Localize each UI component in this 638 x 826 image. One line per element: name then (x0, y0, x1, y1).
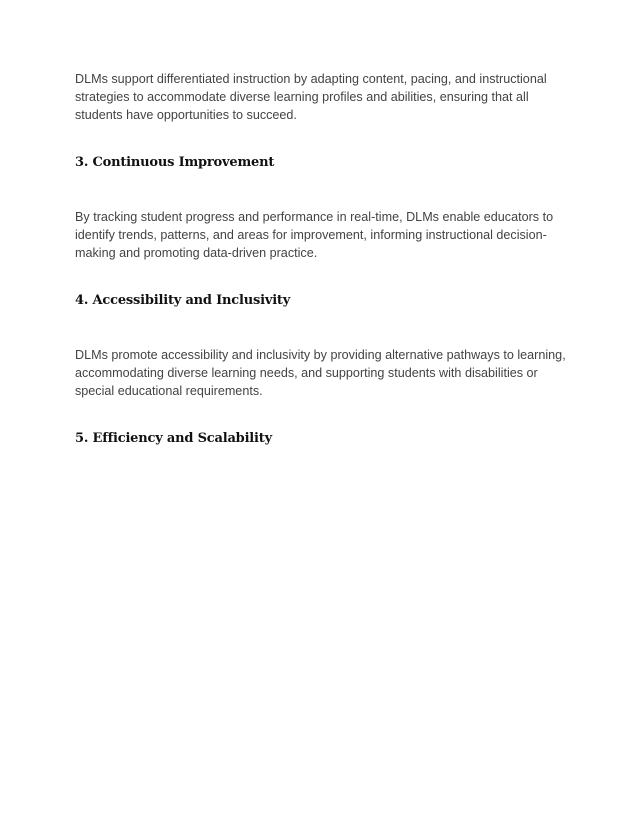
spacer (75, 400, 575, 430)
spacer (75, 124, 575, 154)
heading-efficiency-scalability: 5. Efficiency and Scalability (75, 431, 272, 446)
paragraph-accessibility-inclusivity: DLMs promote accessibility and inclusivity by providing alternative pathways to learning, accommodating diverse learning needs, and supporting students with disabilities or special educational requirements. (75, 348, 566, 398)
heading-continuous-improvement: 3. Continuous Improvement (75, 155, 275, 170)
spacer (75, 172, 575, 208)
paragraph-continuous-improvement: By tracking student progress and performance in real-time, DLMs enable educators to identify trends, patterns, and areas for improvement, informing instructional decision-making and promoting data-driven practice. (75, 210, 554, 260)
spacer (75, 262, 575, 292)
document-body (75, 70, 575, 448)
spacer (75, 310, 575, 346)
heading-accessibility-inclusivity: 4. Accessibility and Inclusivity (75, 293, 291, 308)
paragraph-differentiated-instruction: DLMs support differentiated instruction by adapting content, pacing, and instructional strategies to accommodate diverse learning profiles and abilities, ensuring that all students have opportunities to succeed. (75, 72, 547, 122)
